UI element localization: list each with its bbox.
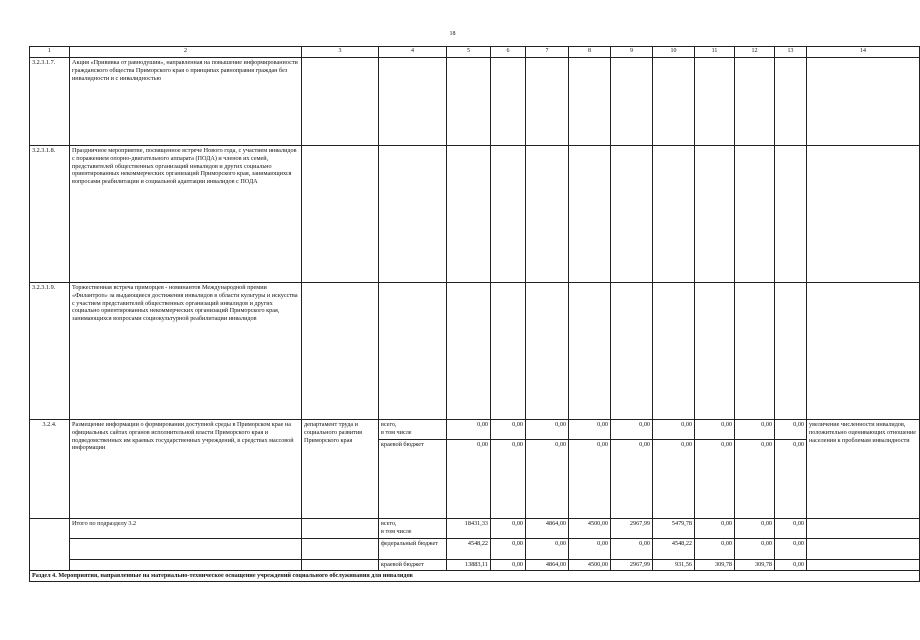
value-cell: 0,00 bbox=[775, 440, 807, 519]
value-cell: 0,00 bbox=[526, 420, 569, 440]
value-cell: 0,00 bbox=[775, 560, 807, 571]
program-table bbox=[29, 46, 920, 582]
section-heading: Раздел 4. Мероприятия, направленные на материально-техническое оснащение учреждений социального обслуживания для инвалидов bbox=[30, 570, 920, 581]
row-text: Торжественная встреча приморцев - номинантов Международной премии «Филантроп» за выдающиеся достижения инвалидов в области культуры и искусства с участием представителей общественных организаций инвалидов и других социально ориентированных некоммерческих организаций Приморского края, занимающихся вопросами социокультурной реабилитации инвалидов bbox=[70, 283, 302, 420]
value-cell: 309,78 bbox=[735, 560, 775, 571]
header-cell: 4 bbox=[379, 47, 447, 58]
header-cell: 10 bbox=[653, 47, 695, 58]
value-cell: 0,00 bbox=[735, 519, 775, 539]
header-row bbox=[30, 47, 920, 58]
value-cell: 4500,00 bbox=[569, 560, 611, 571]
source-regional: краевой бюджет bbox=[379, 560, 447, 571]
value-cell: 0,00 bbox=[611, 440, 653, 519]
header-cell: 1 bbox=[30, 47, 70, 58]
value-cell: 0,00 bbox=[569, 420, 611, 440]
header-cell: 12 bbox=[735, 47, 775, 58]
value-cell: 4500,00 bbox=[569, 519, 611, 539]
row-text: Акция «Прививка от равнодушия», направленная на повышение информированности гражданского общества Приморского края о принципах равноправия граждан без инвалидности и с инвалидностью bbox=[70, 58, 302, 146]
row-text: Праздничное мероприятие, посвященное встрече Нового года, с участием инвалидов с поражением опорно-двигательного аппарата (ПОДА) и членов их семей, представителей общественных организаций инвалидов и других социально ориентированных некоммерческих организаций Приморского края, занимающихся вопросами реабилитации и социальной адаптации инвалидов с ПОДА bbox=[70, 146, 302, 283]
source-federal: федеральный бюджет bbox=[379, 539, 447, 560]
value-cell: 0,00 bbox=[491, 420, 526, 440]
value-cell: 0,00 bbox=[653, 420, 695, 440]
executor: департамент труда и социального развития Приморского края bbox=[302, 420, 379, 519]
value-cell: 0,00 bbox=[491, 539, 526, 560]
header-cell: 11 bbox=[695, 47, 735, 58]
value-cell: 0,00 bbox=[695, 420, 735, 440]
value-cell: 0,00 bbox=[526, 539, 569, 560]
value-cell: 0,00 bbox=[695, 539, 735, 560]
page-number: 18 bbox=[449, 31, 456, 37]
value-cell: 0,00 bbox=[491, 519, 526, 539]
value-cell: 0,00 bbox=[695, 440, 735, 519]
value-cell: 0,00 bbox=[569, 539, 611, 560]
header-cell: 7 bbox=[526, 47, 569, 58]
value-cell: 0,00 bbox=[653, 440, 695, 519]
value-cell: 0,00 bbox=[695, 519, 735, 539]
total-row bbox=[30, 560, 920, 571]
value-cell: 2967,99 bbox=[611, 519, 653, 539]
value-cell: 2967,99 bbox=[611, 560, 653, 571]
value-cell: 0,00 bbox=[775, 539, 807, 560]
source-regional: краевой бюджет bbox=[379, 440, 447, 519]
header-cell: 2 bbox=[70, 47, 302, 58]
value-cell: 0,00 bbox=[735, 420, 775, 440]
row-id: 3.2.3.1.7. bbox=[30, 58, 70, 146]
row-id: 3.2.3.1.9. bbox=[30, 283, 70, 420]
table-row bbox=[30, 283, 920, 420]
value-cell: 0,00 bbox=[569, 440, 611, 519]
total-row bbox=[30, 519, 920, 539]
header-cell: 9 bbox=[611, 47, 653, 58]
header-cell: 14 bbox=[807, 47, 920, 58]
row-id: 3.2.4. bbox=[30, 420, 70, 519]
source-total: всего, в том числе bbox=[379, 519, 447, 539]
value-cell: 13883,11 bbox=[447, 560, 491, 571]
total-label: Итого по подразделу 3.2 bbox=[70, 519, 302, 539]
header-cell: 5 bbox=[447, 47, 491, 58]
value-cell: 0,00 bbox=[775, 519, 807, 539]
value-cell: 0,00 bbox=[447, 420, 491, 440]
value-cell: 309,78 bbox=[695, 560, 735, 571]
value-cell: 4864,00 bbox=[526, 519, 569, 539]
row-text: Размещение информации о формировании доступной среды в Приморском крае на официальных сайтах органов исполнительной власти Приморского края и подведомственных им краевых государственных учреждений, в средствах массовой информации bbox=[70, 420, 302, 519]
value-cell: 0,00 bbox=[775, 420, 807, 440]
value-cell: 0,00 bbox=[611, 420, 653, 440]
value-cell: 4548,22 bbox=[653, 539, 695, 560]
row-id: 3.2.3.1.8. bbox=[30, 146, 70, 283]
value-cell: 4548,22 bbox=[447, 539, 491, 560]
value-cell: 0,00 bbox=[526, 440, 569, 519]
table-row bbox=[30, 146, 920, 283]
header-cell: 8 bbox=[569, 47, 611, 58]
header-cell: 3 bbox=[302, 47, 379, 58]
value-cell: 0,00 bbox=[491, 440, 526, 519]
value-cell: 0,00 bbox=[735, 440, 775, 519]
table-row bbox=[30, 58, 920, 146]
value-cell: 18431,33 bbox=[447, 519, 491, 539]
expected-result: увеличение численности инвалидов, положительно оценивающих отношение населения к проблемам инвалидности bbox=[807, 420, 920, 519]
value-cell: 0,00 bbox=[491, 560, 526, 571]
value-cell: 0,00 bbox=[447, 440, 491, 519]
header-cell: 13 bbox=[775, 47, 807, 58]
header-cell: 6 bbox=[491, 47, 526, 58]
total-row bbox=[30, 539, 920, 560]
source-total: всего, в том числе bbox=[379, 420, 447, 440]
value-cell: 0,00 bbox=[611, 539, 653, 560]
value-cell: 4864,00 bbox=[526, 560, 569, 571]
value-cell: 5479,78 bbox=[653, 519, 695, 539]
value-cell: 931,56 bbox=[653, 560, 695, 571]
value-cell: 0,00 bbox=[735, 539, 775, 560]
table-row bbox=[30, 420, 920, 440]
section-row bbox=[30, 570, 920, 581]
